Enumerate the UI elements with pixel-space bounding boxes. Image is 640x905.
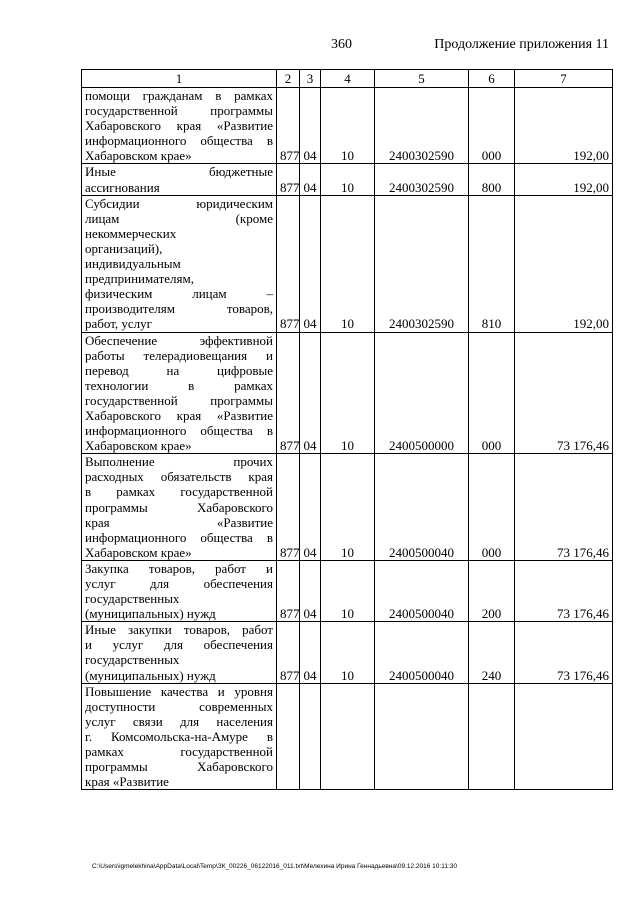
row-name-cell bbox=[82, 560, 277, 621]
row-name-line: индивидуальным bbox=[85, 256, 181, 272]
code-section-cell: 04 bbox=[300, 88, 321, 164]
row-name-line: Хабаровском крае» bbox=[85, 148, 192, 164]
row-name-line: государственных bbox=[85, 591, 180, 607]
row-name-line: услуг для обеспечения bbox=[85, 576, 273, 591]
code-expense-type-cell: 200 bbox=[469, 560, 515, 621]
row-name-line: Хабаровского края «Развитие bbox=[85, 118, 273, 134]
code-target-article-cell: 2400302590 bbox=[375, 164, 469, 195]
page-number: 360 bbox=[331, 37, 352, 52]
code-section-cell: 04 bbox=[300, 164, 321, 195]
row-name-cell bbox=[82, 332, 277, 454]
amount-cell: 192,00 bbox=[515, 88, 613, 164]
row-name-cell bbox=[82, 164, 277, 195]
row-name-cell bbox=[82, 195, 277, 332]
code-target-article-cell: 2400302590 bbox=[375, 195, 469, 332]
code-expense-type-cell: 000 bbox=[469, 88, 515, 164]
row-name-line: информационного общества в bbox=[85, 423, 273, 439]
row-name-line: работ, услуг bbox=[85, 316, 153, 332]
table-row bbox=[82, 683, 613, 790]
row-name-cell bbox=[82, 683, 277, 790]
table-row bbox=[82, 622, 613, 683]
code-subsection-cell: 10 bbox=[321, 164, 375, 195]
column-header-2: 2 bbox=[277, 70, 300, 88]
code-ministry-cell: 877 bbox=[277, 454, 300, 561]
code-section-cell: 04 bbox=[300, 454, 321, 561]
code-subsection-cell: 10 bbox=[321, 332, 375, 454]
code-section-cell: 04 bbox=[300, 560, 321, 621]
code-expense-type-cell bbox=[469, 683, 515, 790]
table-row bbox=[82, 88, 613, 164]
row-name-line: Повышение качества и уровня bbox=[85, 683, 273, 699]
code-target-article-cell: 2400500040 bbox=[375, 454, 469, 561]
row-name-line: ассигнования bbox=[85, 179, 160, 195]
row-name-line: расходных обязательств края bbox=[85, 469, 273, 485]
code-section-cell bbox=[300, 683, 321, 790]
code-expense-type-cell: 240 bbox=[469, 622, 515, 683]
table-row bbox=[82, 164, 613, 195]
code-target-article-cell: 2400500040 bbox=[375, 560, 469, 621]
file-path-footer: C:\Users\igmelekhina\AppData\Local\Temp\ЗК_00226_06122016_011.txt\Мелехина Ирина Геннадьевна\09.12.2016 10:11:30 bbox=[92, 863, 457, 870]
code-section-cell: 04 bbox=[300, 332, 321, 454]
code-ministry-cell: 877 bbox=[277, 332, 300, 454]
row-name-line: Хабаровском крае» bbox=[85, 544, 192, 560]
code-subsection-cell: 10 bbox=[321, 88, 375, 164]
appendix-caption: Продолжение приложения 11 bbox=[434, 37, 609, 52]
row-name-line: некоммерческих bbox=[85, 225, 177, 241]
code-expense-type-cell: 800 bbox=[469, 164, 515, 195]
amount-cell: 73 176,46 bbox=[515, 560, 613, 621]
code-ministry-cell: 877 bbox=[277, 88, 300, 164]
row-name-line: края «Развитие bbox=[85, 774, 169, 790]
row-name-line: лицам (кроме bbox=[85, 210, 273, 226]
row-name-line: доступности современных bbox=[85, 698, 273, 714]
row-name-cell bbox=[82, 622, 277, 683]
row-name-line: информационного общества в bbox=[85, 133, 273, 149]
column-header-6: 6 bbox=[469, 70, 515, 88]
code-section-cell: 04 bbox=[300, 195, 321, 332]
row-name-line: Субсидии юридическим bbox=[85, 195, 273, 211]
code-ministry-cell: 877 bbox=[277, 195, 300, 332]
row-name-line: работы телерадиовещания и bbox=[85, 347, 273, 363]
table-row bbox=[82, 454, 613, 561]
code-section-cell: 04 bbox=[300, 622, 321, 683]
table-header-row bbox=[82, 70, 613, 88]
row-name-line: Иные закупки товаров, работ bbox=[85, 622, 273, 638]
row-name-line: Хабаровском крае» bbox=[85, 438, 192, 454]
code-ministry-cell: 877 bbox=[277, 560, 300, 621]
row-name-line: физическим лицам – bbox=[85, 286, 273, 302]
row-name-line: рамках государственной bbox=[85, 744, 273, 760]
row-name-line: программы Хабаровского bbox=[85, 759, 273, 775]
row-name-line: Иные бюджетные bbox=[85, 164, 273, 180]
row-name-line: государственных bbox=[85, 652, 180, 668]
row-name-line: государственной программы bbox=[85, 392, 273, 408]
row-name-line: технологии в рамках bbox=[85, 377, 273, 393]
row-name-line: и услуг для обеспечения bbox=[85, 637, 273, 653]
row-name-line: (муниципальных) нужд bbox=[85, 667, 216, 683]
amount-cell: 192,00 bbox=[515, 164, 613, 195]
table-row bbox=[82, 332, 613, 454]
table-row bbox=[82, 560, 613, 621]
code-subsection-cell bbox=[321, 683, 375, 790]
code-target-article-cell: 2400500040 bbox=[375, 622, 469, 683]
code-subsection-cell: 10 bbox=[321, 560, 375, 621]
column-header-3: 3 bbox=[300, 70, 321, 88]
amount-cell: 192,00 bbox=[515, 195, 613, 332]
code-subsection-cell: 10 bbox=[321, 622, 375, 683]
amount-cell: 73 176,46 bbox=[515, 332, 613, 454]
row-name-line: Выполнение прочих bbox=[85, 454, 273, 470]
column-header-1: 1 bbox=[82, 70, 277, 88]
row-name-line: программы Хабаровского bbox=[85, 499, 273, 515]
row-name-line: в рамках государственной bbox=[85, 484, 273, 500]
row-name-line: предпринимателям, bbox=[85, 271, 194, 287]
row-name-line: государственной программы bbox=[85, 103, 273, 119]
row-name-line: Обеспечение эффективной bbox=[85, 332, 273, 348]
budget-table bbox=[81, 69, 613, 790]
row-name-line: (муниципальных) нужд bbox=[85, 606, 216, 622]
budget-table-body bbox=[82, 70, 613, 790]
code-expense-type-cell: 000 bbox=[469, 332, 515, 454]
code-ministry-cell: 877 bbox=[277, 164, 300, 195]
code-target-article-cell bbox=[375, 683, 469, 790]
row-name-line: Хабаровского края «Развитие bbox=[85, 407, 273, 423]
column-header-5: 5 bbox=[375, 70, 469, 88]
code-expense-type-cell: 810 bbox=[469, 195, 515, 332]
code-expense-type-cell: 000 bbox=[469, 454, 515, 561]
row-name-line: услуг связи для населения bbox=[85, 713, 273, 729]
amount-cell: 73 176,46 bbox=[515, 622, 613, 683]
row-name-line: г. Комсомольска-на-Амуре в bbox=[85, 728, 273, 744]
code-subsection-cell: 10 bbox=[321, 454, 375, 561]
row-name-line: перевод на цифровые bbox=[85, 362, 273, 378]
amount-cell: 73 176,46 bbox=[515, 454, 613, 561]
column-header-7: 7 bbox=[515, 70, 613, 88]
row-name-line: организаций), bbox=[85, 240, 163, 256]
code-ministry-cell bbox=[277, 683, 300, 790]
code-target-article-cell: 2400302590 bbox=[375, 88, 469, 164]
row-name-line: производителям товаров, bbox=[85, 301, 273, 317]
column-header-4: 4 bbox=[321, 70, 375, 88]
row-name-cell bbox=[82, 88, 277, 164]
row-name-cell bbox=[82, 454, 277, 561]
code-target-article-cell: 2400500000 bbox=[375, 332, 469, 454]
code-ministry-cell: 877 bbox=[277, 622, 300, 683]
amount-cell bbox=[515, 683, 613, 790]
code-subsection-cell: 10 bbox=[321, 195, 375, 332]
table-row bbox=[82, 195, 613, 332]
row-name-line: помощи гражданам в рамках bbox=[85, 88, 273, 103]
row-name-line: края «Развитие bbox=[85, 514, 273, 530]
row-name-line: информационного общества в bbox=[85, 529, 273, 545]
row-name-line: Закупка товаров, работ и bbox=[85, 560, 273, 576]
